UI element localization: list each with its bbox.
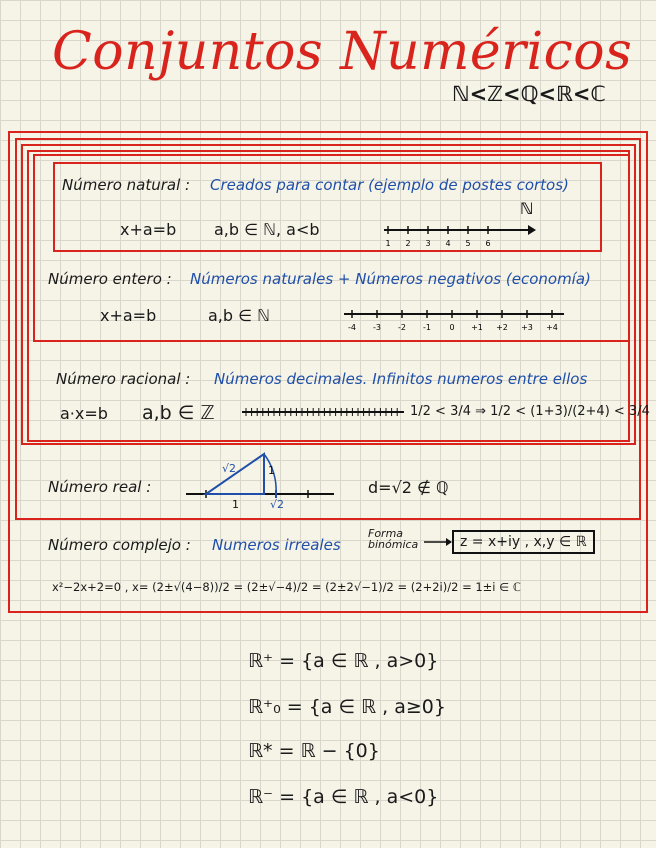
rational-inequality: 1/2 < 3/4 ⇒ 1/2 < (1+3)/(2+4) < 3/4 xyxy=(410,404,650,419)
tick-label: 2 xyxy=(405,239,411,248)
natural-description: Creados para contar (ejemplo de postes cortos) xyxy=(210,176,569,194)
real-label: Número real : xyxy=(48,478,152,496)
set-inclusion-chain: ℕ<ℤ<ℚ<ℝ<ℂ xyxy=(452,82,606,106)
tick-label: 1 xyxy=(385,239,391,248)
tick-label: 6 xyxy=(485,239,491,248)
integer-label: Número entero : xyxy=(48,270,172,288)
tick-label: +4 xyxy=(546,323,558,332)
forma-binomica-label: Forma binómica xyxy=(368,527,419,551)
tick-label: 5 xyxy=(465,239,471,248)
complex-label: Número complejo : xyxy=(48,536,191,554)
natural-label: Número natural : xyxy=(62,176,191,194)
tick-label: +1 xyxy=(471,323,483,332)
tick-label: -2 xyxy=(398,323,406,332)
integer-number-line xyxy=(340,306,570,336)
diagram-hypotenuse-label: √2 xyxy=(222,462,237,475)
diagram-vertical-label: 1 xyxy=(268,464,275,477)
tick-label: 3 xyxy=(425,239,431,248)
complex-equation: x²−2x+2=0 , x= (2±√(4−8))/2 = (2±√−4)/2 = (2±2√−1)/2 = (2+2i)/2 = 1±i ∈ ℂ xyxy=(52,580,521,594)
arrow-right-icon xyxy=(424,536,452,548)
real-result: d=√2 ∉ ℚ xyxy=(368,478,449,497)
diagram-sqrt2-mark: √2 xyxy=(270,498,285,511)
natural-axis-letter: ℕ xyxy=(520,199,534,218)
complex-description: Numeros irreales xyxy=(212,536,341,554)
tick-label: +3 xyxy=(521,323,533,332)
page-title: Conjuntos Numéricos xyxy=(52,22,633,82)
natural-number-line xyxy=(380,222,540,248)
integer-equation: x+a=b xyxy=(100,306,157,325)
tick-label: 0 xyxy=(449,323,455,332)
natural-condition: a,b ∈ ℕ, a<b xyxy=(214,220,320,239)
definition-positive: ℝ⁺ = {a ∈ ℝ , a>0} xyxy=(248,650,439,672)
diagram-horizontal-label: 1 xyxy=(232,498,239,511)
tick-label: -1 xyxy=(423,323,431,332)
tick-label: 4 xyxy=(445,239,451,248)
tick-label: -3 xyxy=(373,323,381,332)
rational-condition: a,b ∈ ℤ xyxy=(142,402,215,424)
sqrt2-diagram xyxy=(180,446,340,512)
tick-label: +2 xyxy=(496,323,508,332)
rational-label: Número racional : xyxy=(56,370,191,388)
definition-nonnegative: ℝ⁺₀ = {a ∈ ℝ , a≥0} xyxy=(248,696,446,718)
definition-nonzero: ℝ* = ℝ − {0} xyxy=(248,740,380,762)
rational-description: Números decimales. Infinitos numeros entre ellos xyxy=(214,370,588,388)
definition-negative: ℝ⁻ = {a ∈ ℝ , a<0} xyxy=(248,786,439,808)
rational-equation: a·x=b xyxy=(60,404,108,423)
integer-description: Números naturales + Números negativos (economía) xyxy=(190,270,591,288)
rational-number-line xyxy=(240,400,408,426)
tick-label: -4 xyxy=(348,323,356,332)
forma-binomica-box: z = x+iy , x,y ∈ ℝ xyxy=(452,530,595,554)
integer-condition: a,b ∈ ℕ xyxy=(208,306,270,325)
natural-equation: x+a=b xyxy=(120,220,177,239)
